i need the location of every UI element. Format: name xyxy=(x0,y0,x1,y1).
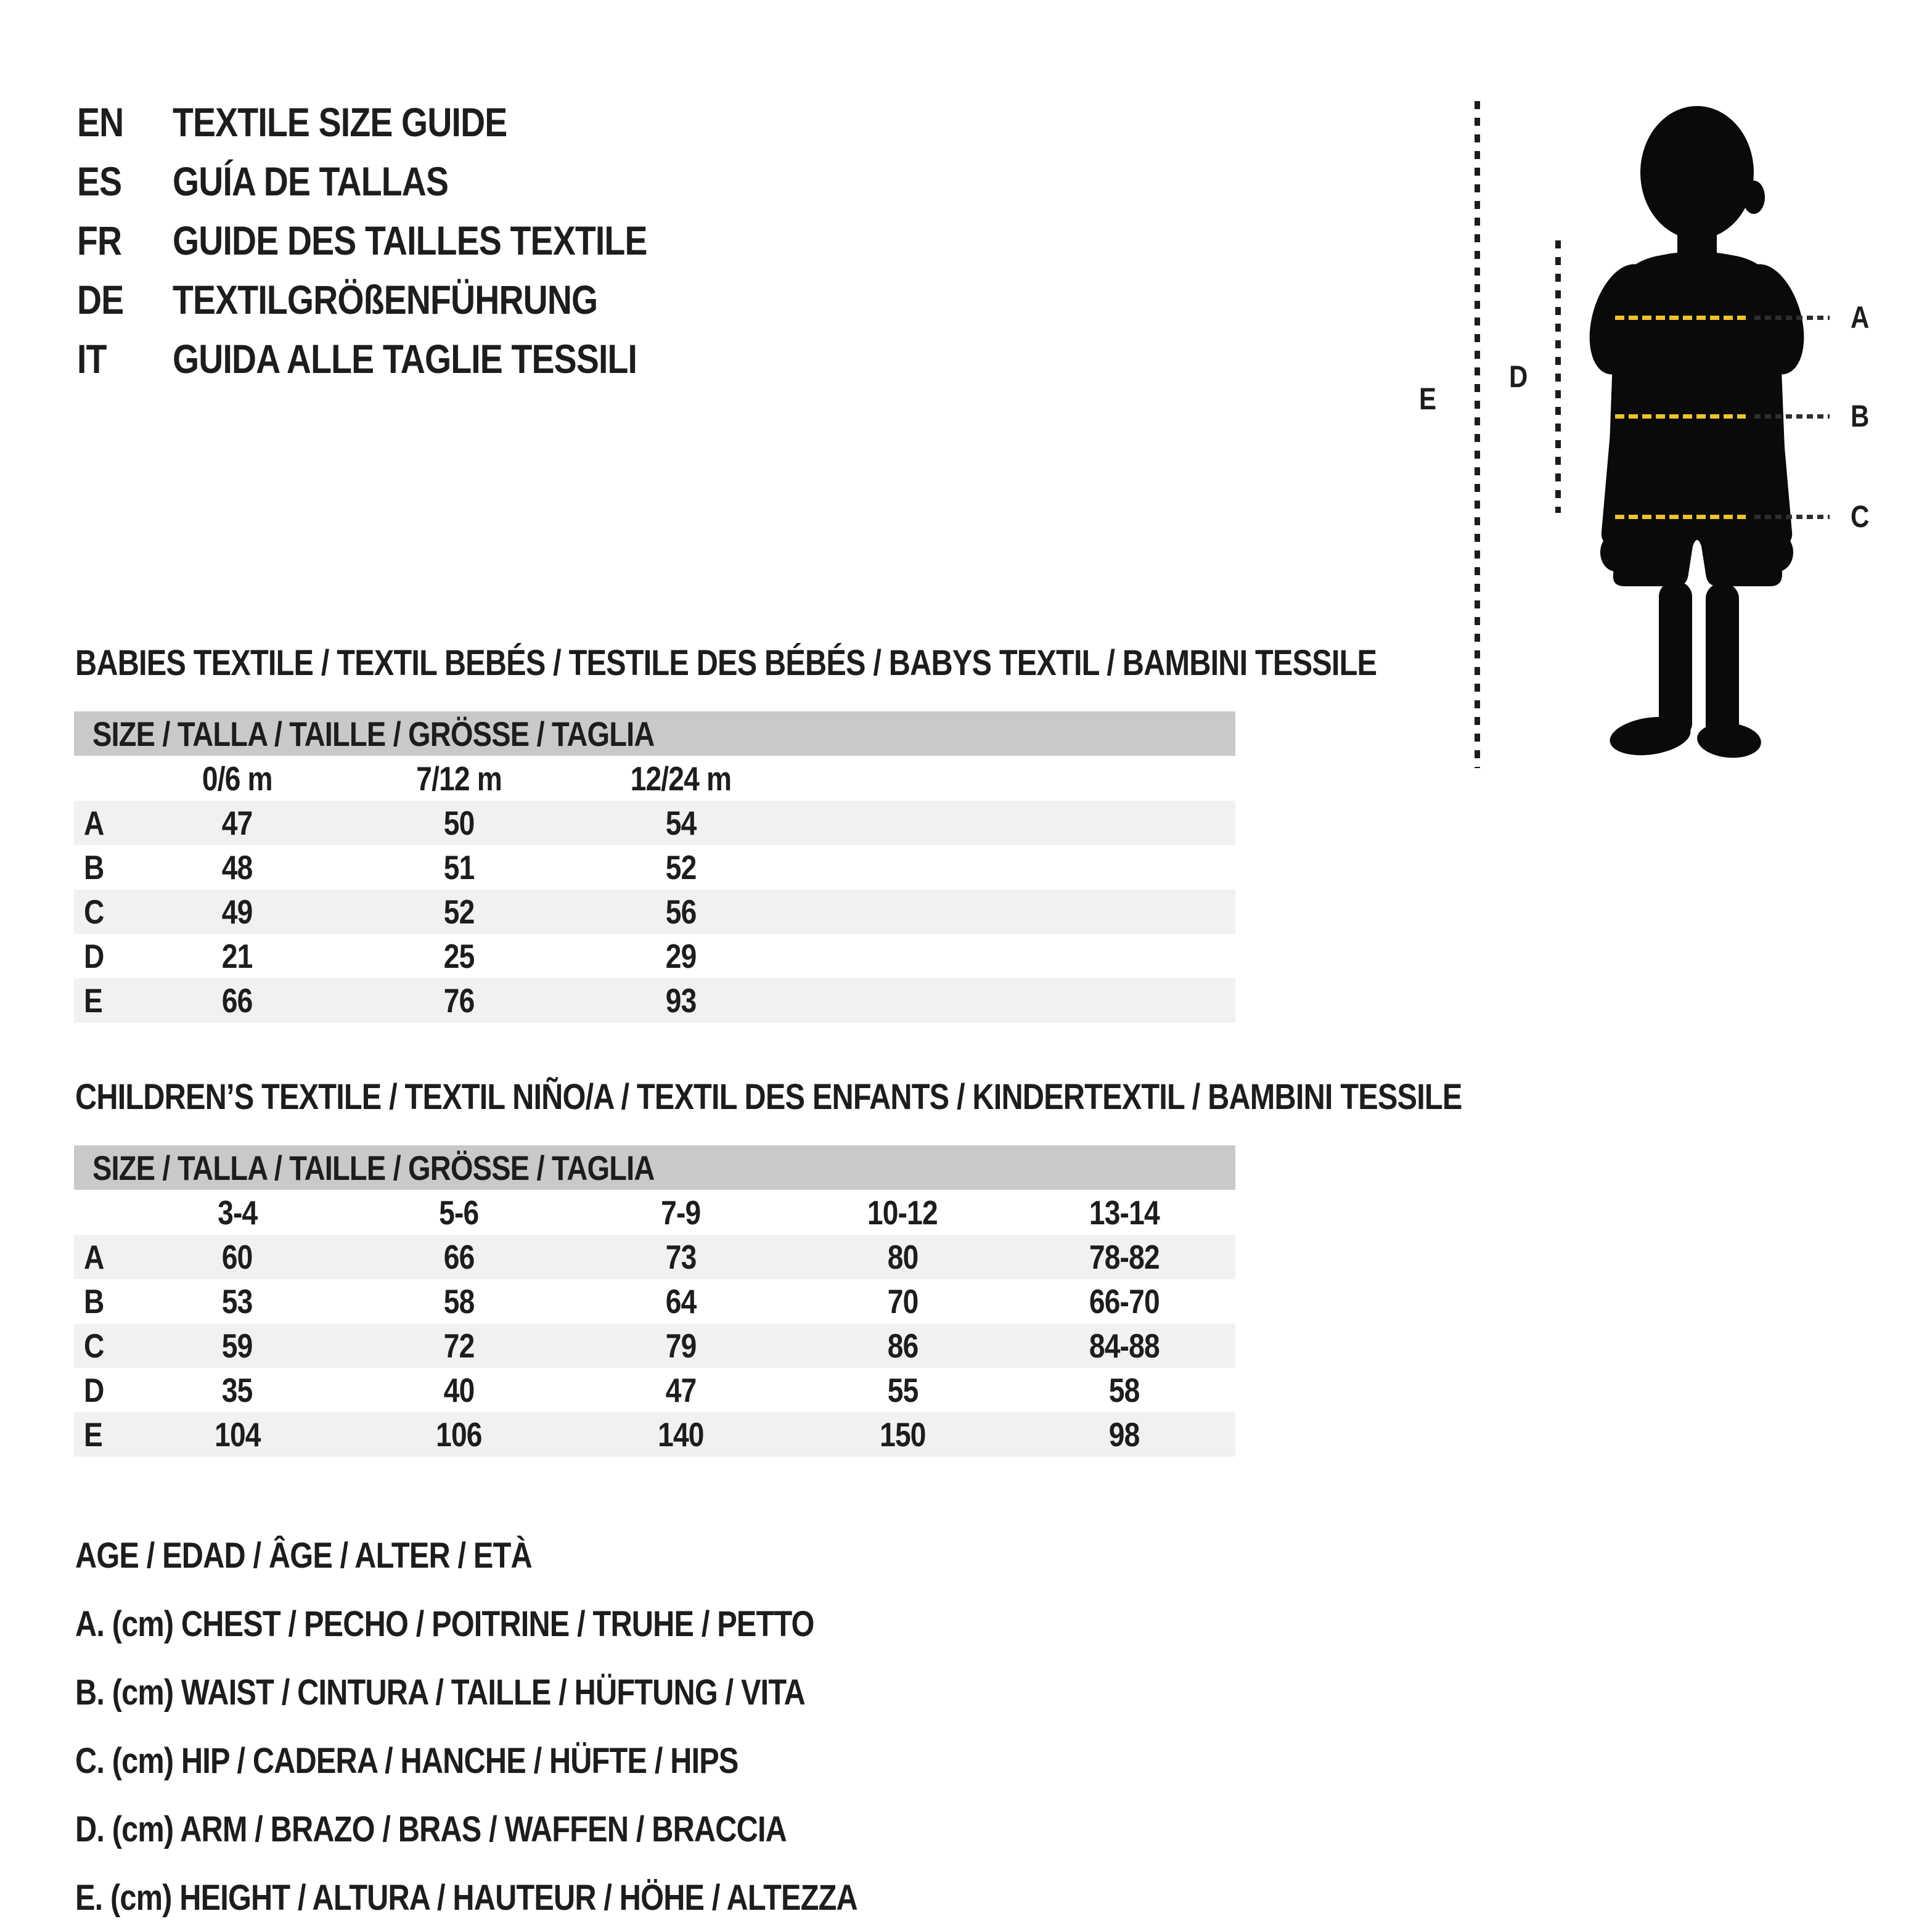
measurement-legend xyxy=(75,1521,1007,1932)
table-cell: 54 xyxy=(665,804,697,842)
table-cell: 58 xyxy=(443,1282,475,1320)
column-header: 10-12 xyxy=(867,1193,938,1232)
marker-label-a: A xyxy=(1851,300,1869,335)
table-row xyxy=(74,890,1235,934)
table-row xyxy=(74,845,1235,890)
hip-callout-line xyxy=(1754,515,1830,519)
silhouette-head xyxy=(1640,106,1754,239)
table-cell: 25 xyxy=(443,937,475,975)
table-cell: 21 xyxy=(222,937,253,975)
babies-size-table xyxy=(74,711,1235,1023)
language-row xyxy=(77,329,737,388)
language-title: TEXTILGRÖßENFÜHRUNG xyxy=(173,277,598,322)
table-cell: 93 xyxy=(665,981,697,1020)
table-cell: 58 xyxy=(1109,1371,1140,1409)
language-code: FR xyxy=(77,218,122,263)
language-title: GUIDE DES TAILLES TEXTILE xyxy=(173,218,647,263)
marker-label-c: C xyxy=(1851,499,1869,534)
table-cell: 72 xyxy=(443,1327,475,1365)
table-cell: 84-88 xyxy=(1089,1327,1160,1365)
language-code: ES xyxy=(77,158,122,204)
table-cell: 50 xyxy=(443,804,475,842)
language-row xyxy=(77,270,737,329)
table-row xyxy=(74,1279,1235,1324)
table-cell: 66-70 xyxy=(1089,1282,1160,1320)
table-cell: 104 xyxy=(214,1415,261,1454)
waist-measure-line xyxy=(1615,414,1746,419)
column-header: 3-4 xyxy=(217,1193,258,1232)
size-header-bar: SIZE / TALLA / TAILLE / GRÖSSE / TAGLIA xyxy=(74,711,1235,756)
row-label: D xyxy=(84,1371,104,1409)
table-cell: 80 xyxy=(887,1238,918,1276)
column-header: 13-14 xyxy=(1089,1193,1160,1232)
table-cell: 51 xyxy=(443,848,475,886)
language-title: GUÍA DE TALLAS xyxy=(173,158,449,204)
table-cell: 55 xyxy=(887,1371,918,1409)
column-header: 5-6 xyxy=(439,1193,479,1232)
language-code: IT xyxy=(77,336,107,382)
table-row xyxy=(74,801,1235,845)
table-cell: 47 xyxy=(222,804,253,842)
row-label: E xyxy=(84,1415,102,1454)
table-cell: 53 xyxy=(222,1282,253,1320)
table-cell: 40 xyxy=(443,1371,475,1409)
marker-label-d: D xyxy=(1509,359,1528,394)
table-cell: 29 xyxy=(665,937,697,975)
children-section-title: CHILDREN’S TEXTILE / TEXTIL NIÑO/A / TEXTIL DES ENFANTS / KINDERTEXTIL / BAMBINI TESSILE xyxy=(75,1077,1462,1117)
legend-line-waist: B. (cm) WAIST / CINTURA / TAILLE / HÜFTUNG / VITA xyxy=(75,1672,806,1713)
legend-line-chest: A. (cm) CHEST / PECHO / POITRINE / TRUHE / PETTO xyxy=(75,1604,814,1644)
table-cell: 79 xyxy=(665,1327,697,1365)
marker-label-b: B xyxy=(1851,399,1869,433)
language-code: DE xyxy=(77,277,124,322)
language-row xyxy=(77,92,737,152)
size-header-bar: SIZE / TALLA / TAILLE / GRÖSSE / TAGLIA xyxy=(74,1145,1235,1190)
table-row xyxy=(74,1324,1235,1368)
table-cell: 106 xyxy=(436,1415,482,1454)
hip-measure-line xyxy=(1615,515,1746,519)
children-size-table xyxy=(74,1145,1235,1457)
row-label: A xyxy=(84,804,104,842)
table-row xyxy=(74,1235,1235,1279)
table-cell: 56 xyxy=(665,893,697,931)
chest-callout-line xyxy=(1754,316,1830,320)
table-cell: 52 xyxy=(665,848,697,886)
legend-line-age: AGE / EDAD / ÂGE / ALTER / ETÀ xyxy=(75,1536,532,1576)
table-cell: 66 xyxy=(443,1238,475,1276)
language-row xyxy=(77,211,737,270)
row-label: B xyxy=(84,848,104,886)
column-header-row xyxy=(74,756,1235,801)
row-label: C xyxy=(84,893,104,931)
row-label: E xyxy=(84,981,102,1020)
language-title: TEXTILE SIZE GUIDE xyxy=(173,99,507,145)
row-label: B xyxy=(84,1282,104,1320)
row-label: C xyxy=(84,1327,104,1365)
table-cell: 49 xyxy=(222,893,253,931)
column-header: 7/12 m xyxy=(416,759,502,798)
legend-line-arm: D. (cm) ARM / BRAZO / BRAS / WAFFEN / BRACCIA xyxy=(75,1809,787,1849)
table-cell: 64 xyxy=(665,1282,697,1320)
table-cell: 47 xyxy=(665,1371,697,1409)
marker-label-e: E xyxy=(1419,382,1436,416)
table-cell: 150 xyxy=(880,1415,926,1454)
table-cell: 98 xyxy=(1109,1415,1140,1454)
babies-section-title: BABIES TEXTILE / TEXTIL BEBÉS / TESTILE DES BÉBÉS / BABYS TEXTIL / BAMBINI TESSILE xyxy=(75,643,1377,683)
table-row xyxy=(74,1368,1235,1412)
table-cell: 52 xyxy=(443,893,475,931)
table-cell: 140 xyxy=(658,1415,704,1454)
table-cell: 35 xyxy=(222,1371,253,1409)
waist-callout-line xyxy=(1754,414,1830,419)
table-cell: 76 xyxy=(443,981,475,1020)
legend-line-hip: C. (cm) HIP / CADERA / HANCHE / HÜFTE / HIPS xyxy=(75,1741,738,1781)
row-label: D xyxy=(84,937,104,975)
column-header: 7-9 xyxy=(661,1193,701,1232)
table-cell: 59 xyxy=(222,1327,253,1365)
column-header: 0/6 m xyxy=(202,759,272,798)
table-row xyxy=(74,934,1235,978)
table-row xyxy=(74,978,1235,1023)
column-header-row xyxy=(74,1190,1235,1235)
language-title: GUIDA ALLE TAGLIE TESSILI xyxy=(173,336,637,382)
table-cell: 60 xyxy=(222,1238,253,1276)
arm-dotted-line xyxy=(1555,240,1561,513)
language-row xyxy=(77,152,737,211)
language-header xyxy=(77,92,737,388)
table-row xyxy=(74,1412,1235,1457)
table-cell: 73 xyxy=(665,1238,697,1276)
table-cell: 70 xyxy=(887,1282,918,1320)
column-header: 12/24 m xyxy=(630,759,732,798)
table-cell: 78-82 xyxy=(1089,1238,1160,1276)
language-code: EN xyxy=(77,99,124,145)
chest-measure-line xyxy=(1615,316,1746,320)
legend-line-height: E. (cm) HEIGHT / ALTURA / HAUTEUR / HÖHE / ALTEZZA xyxy=(75,1878,857,1918)
row-label: A xyxy=(84,1238,104,1276)
table-cell: 86 xyxy=(887,1327,918,1365)
table-cell: 48 xyxy=(222,848,253,886)
table-cell: 66 xyxy=(222,981,253,1020)
